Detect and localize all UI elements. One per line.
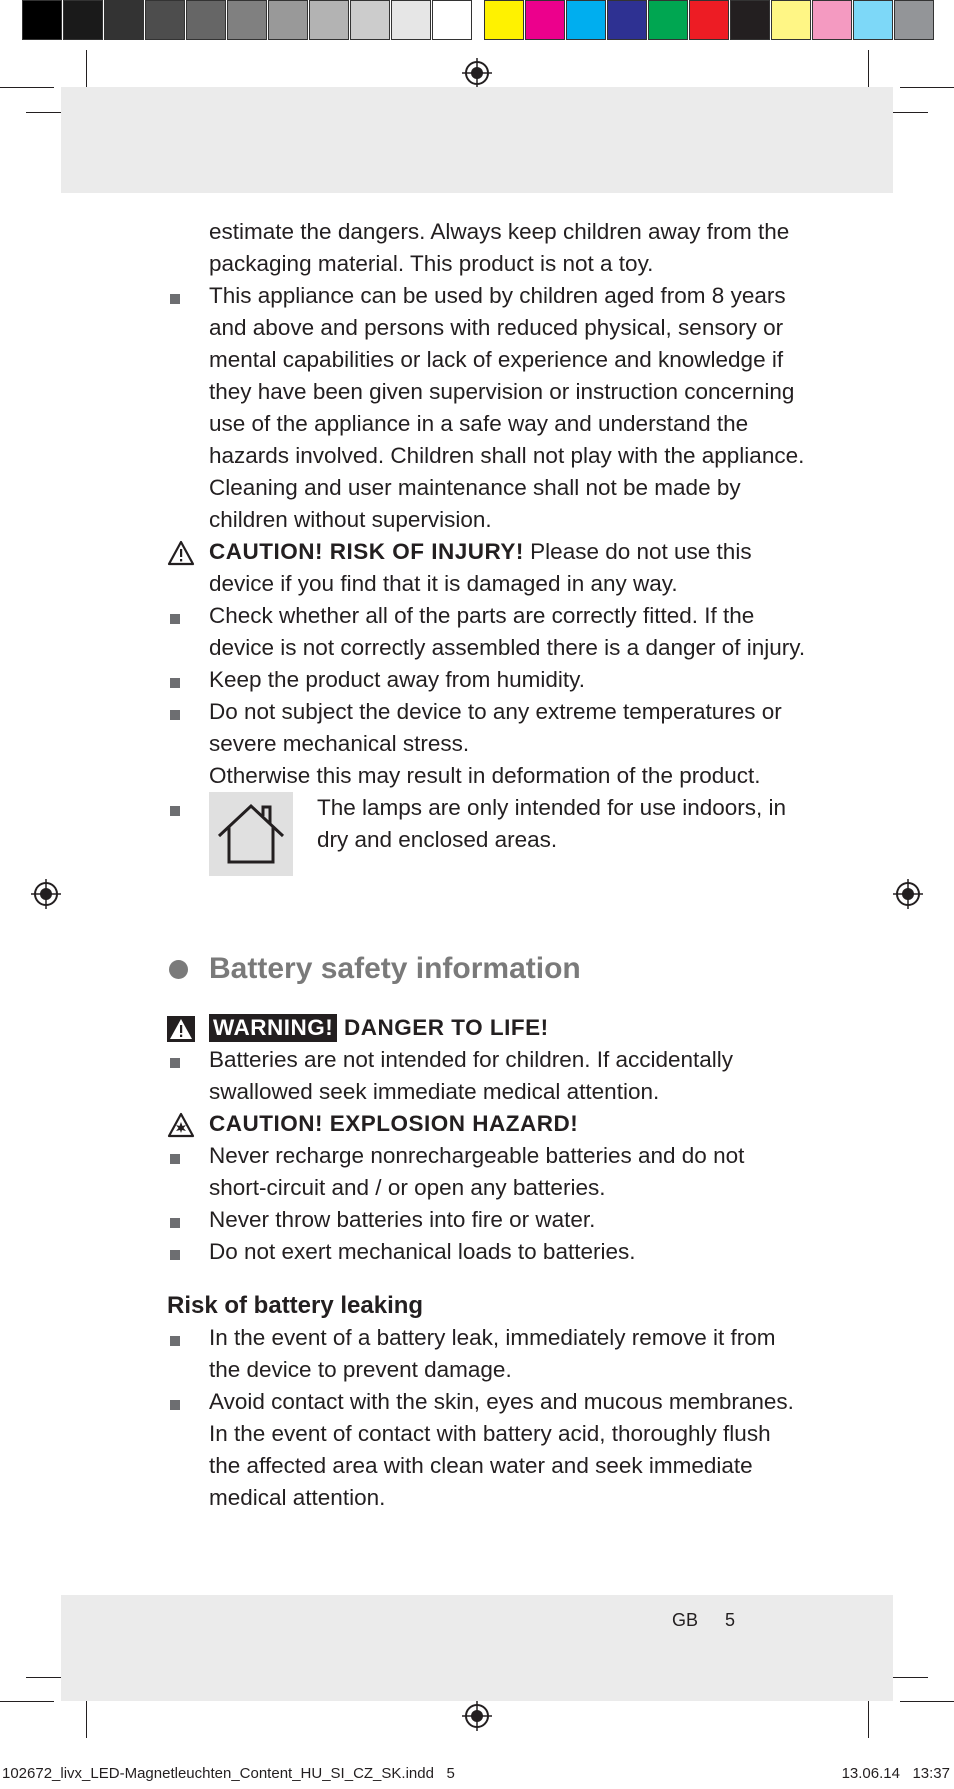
color-swatch xyxy=(350,0,390,40)
gray-calibration-bar xyxy=(22,0,473,42)
color-swatch xyxy=(894,0,934,40)
list-item: This appliance can be used by children aged from 8 years and above and persons with reduced physical, sensory or mental capabilities or lack of experience and knowledge if they have been given supervision or instruction concerning use of the appliance in a safe way and understand the hazards involved. Children shall not play with the appliance. Cleaning and user maintenance shall not be made by children without supervision. xyxy=(167,280,807,536)
crop-mark xyxy=(900,1701,954,1702)
page-content xyxy=(167,216,807,1514)
heading-bullet xyxy=(169,960,188,979)
list-item: Do not exert mechanical loads to batteries. xyxy=(167,1236,807,1268)
caution-text: Please do not use this device if you find that it is damaged in any way. xyxy=(209,539,752,596)
battery-heading-text: Battery safety information xyxy=(209,952,581,985)
color-swatch xyxy=(63,0,103,40)
color-swatch xyxy=(648,0,688,40)
paragraph-deformation: Otherwise this may result in deformation of the product. xyxy=(209,763,761,788)
registration-mark-icon xyxy=(31,879,61,909)
registration-mark-icon xyxy=(893,879,923,909)
color-swatch xyxy=(268,0,308,40)
color-swatch xyxy=(689,0,729,40)
explosion-warning-icon xyxy=(167,1112,195,1138)
color-swatch xyxy=(104,0,144,40)
danger-label: DANGER TO LIFE! xyxy=(337,1015,549,1040)
header-band xyxy=(61,87,893,193)
crop-mark xyxy=(900,87,954,88)
list-item: Avoid contact with the skin, eyes and mucous membranes. In the event of contact with battery acid, thoroughly flush the affected area with clean water and seek immediate medical attention. xyxy=(167,1386,807,1514)
list-item: Keep the product away from humidity. xyxy=(167,664,807,696)
crop-mark xyxy=(0,1701,54,1702)
color-swatch xyxy=(853,0,893,40)
section-heading xyxy=(167,948,807,990)
color-swatch xyxy=(227,0,267,40)
list-item: In the event of a battery leak, immediately remove it from the device to prevent damage. xyxy=(167,1322,807,1386)
footer-band xyxy=(61,1595,893,1701)
color-swatch xyxy=(186,0,226,40)
date-slug: 13.06.14 13:37 xyxy=(841,1765,950,1782)
list-item: Never recharge nonrechargeable batteries and do not short-circuit and / or open any batteries. xyxy=(167,1140,807,1204)
color-swatch xyxy=(525,0,565,40)
caution-label: CAUTION! RISK OF INJURY! xyxy=(209,539,524,564)
color-swatch xyxy=(145,0,185,40)
color-swatch xyxy=(566,0,606,40)
color-swatch xyxy=(730,0,770,40)
color-swatch xyxy=(771,0,811,40)
page-number: 5 xyxy=(725,1610,736,1630)
list-item: Batteries are not intended for children. If accidentally swallowed seek immediate medical attention. xyxy=(167,1044,807,1108)
indoor-use-text: The lamps are only intended for use indoors, in dry and enclosed areas. xyxy=(317,795,787,852)
list-item: Do not subject the device to any extreme temperatures or severe mechanical stress. xyxy=(167,696,807,760)
warning-danger xyxy=(167,1012,807,1044)
warning-label: WARNING! xyxy=(209,1014,337,1042)
caution-injury xyxy=(167,536,807,600)
indoor-use-symbol xyxy=(209,792,293,876)
subheading-leak: Risk of battery leaking xyxy=(167,1292,424,1319)
warning-triangle-icon xyxy=(167,1016,195,1042)
color-swatch xyxy=(607,0,647,40)
paragraph-continuation: estimate the dangers. Always keep children away from the packaging material. This product is not a toy. xyxy=(209,219,790,276)
list-item-indoor xyxy=(167,792,807,874)
list-item: Never throw batteries into fire or water. xyxy=(167,1204,807,1236)
file-slug: 102672_livx_LED-Magnetleuchten_Content_HU_SI_CZ_SK.indd 5 xyxy=(2,1765,455,1782)
caution-explosion-label: CAUTION! EXPLOSION HAZARD! xyxy=(209,1111,579,1136)
registration-mark-icon xyxy=(462,58,492,88)
warning-triangle-icon xyxy=(167,540,195,566)
color-swatch xyxy=(432,0,472,40)
color-swatch xyxy=(391,0,431,40)
list-item: Check whether all of the parts are correctly fitted. If the device is not correctly assembled there is a danger of injury. xyxy=(167,600,807,664)
color-calibration-bar xyxy=(484,0,935,42)
house-icon xyxy=(209,792,293,876)
crop-mark xyxy=(0,87,54,88)
color-swatch xyxy=(309,0,349,40)
caution-explosion xyxy=(167,1108,807,1140)
color-swatch xyxy=(484,0,524,40)
color-swatch xyxy=(22,0,62,40)
color-swatch xyxy=(812,0,852,40)
registration-mark-icon xyxy=(462,1701,492,1731)
language-code: GB xyxy=(672,1610,699,1630)
